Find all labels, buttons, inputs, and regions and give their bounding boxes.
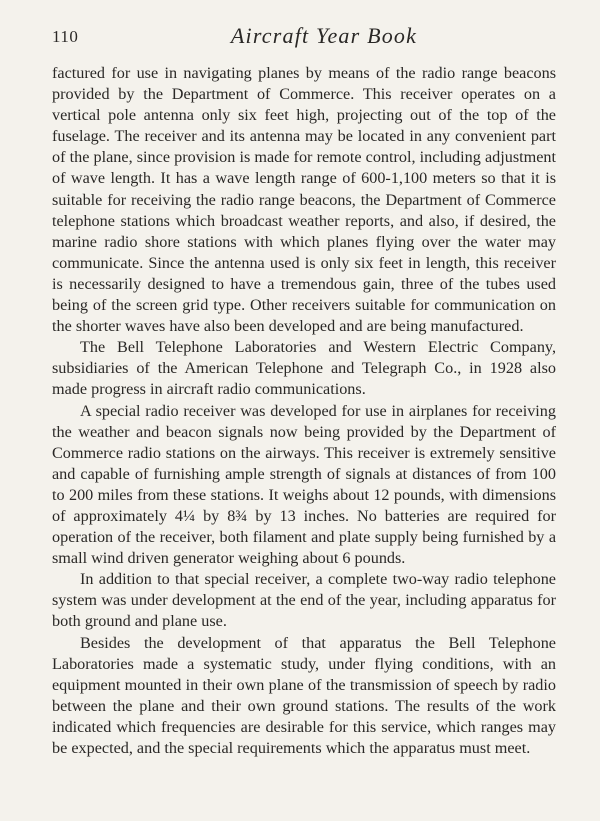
paragraph-bell-western-electric: The Bell Telephone Laboratories and Western Electric Company, subsidiaries of the American Telephone and Telegraph Co., in 1928 also made progress in aircraft radio communications. <box>52 338 556 399</box>
running-head <box>52 23 556 57</box>
paragraph-systematic-study: Besides the development of that apparatus the Bell Telephone Laboratories made a systematic study, under flying conditions, with an equipment mounted in their own plane of the transmission of speech by radio between the plane and their own ground stations. The results of the work indicated which frequencies are desirable for this service, which ranges may be expected, and the special requirements which the apparatus must meet. <box>52 633 556 757</box>
running-title: Aircraft Year Book <box>230 23 418 48</box>
paragraph-special-receiver: A special radio receiver was developed for use in airplanes for receiving the weather and beacon signals now being provided by the Department of Commerce radio stations on the airways. This receiver is extremely sensitive and capable of furnishing ample strength of signals at distances of from 100 to 200 miles from these stations. It weighs about 12 pounds, with dimensions of approximately 4¼ by 8¾ by 13 inches. No batteries are required for operation of the receiver, both filament and plate supply being furnished by a small wind driven generator weighing about 6 pounds. <box>52 401 556 568</box>
page-number: 110 <box>52 27 79 46</box>
body-text <box>52 63 556 759</box>
paragraph-continued: factured for use in navigating planes by means of the radio range beacons provided by the Department of Commerce. This receiver operates on a vertical pole antenna only six feet high, projecting out of the top of the fuselage. The receiver and its antenna may be located in any convenient part of the plane, since provision is made for remote control, including adjustment of wave length. It has a wave length range of 600-1,100 meters so that it is suitable for receiving the radio range beacons, the Department of Commerce telephone stations which broadcast weather reports, and also, if desired, the marine radio shore stations with which planes flying over the water may communicate. Since the antenna used is only six feet in length, this receiver is necessarily designed to have a tremendous gain, three of the tubes used being of the screen grid type. Other receivers suitable for communication on the shorter waves have also been developed and are being manufactured. <box>52 64 556 336</box>
paragraph-two-way-telephone: In addition to that special receiver, a complete two-way radio telephone system was under development at the end of the year, including apparatus for both ground and plane use. <box>52 570 556 631</box>
